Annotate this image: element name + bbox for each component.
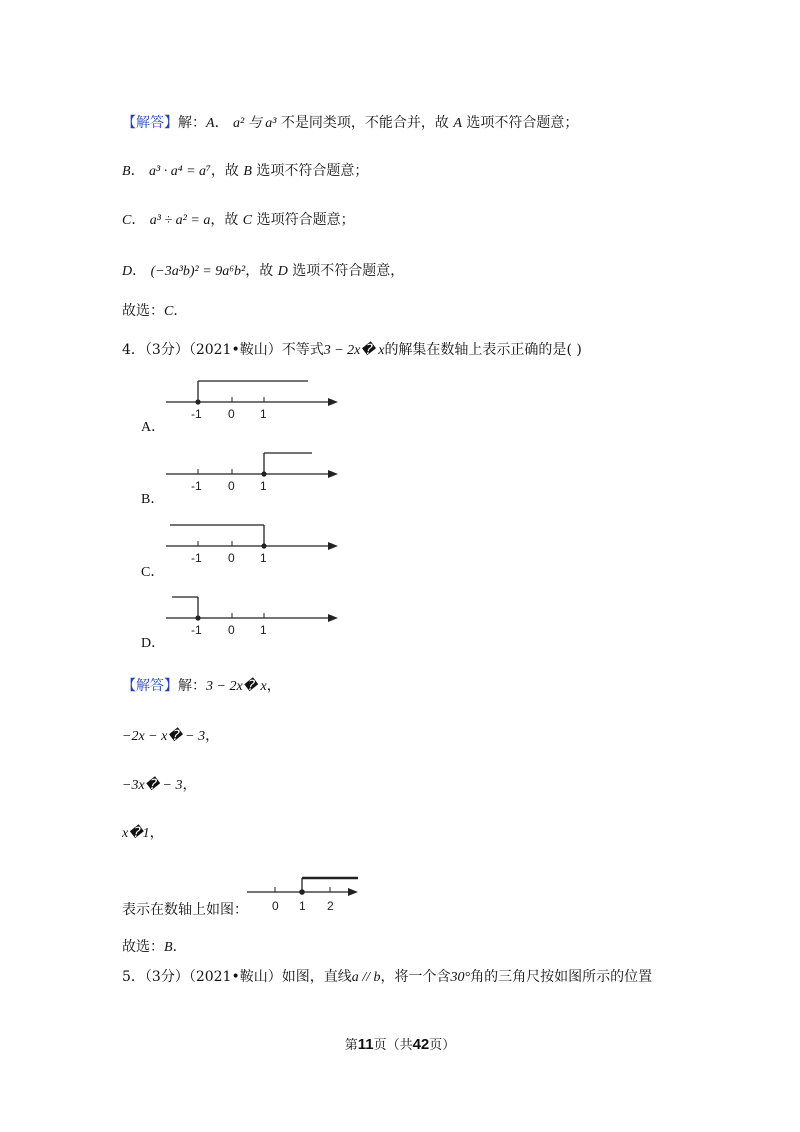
number-line-option-c — [160, 516, 350, 566]
answer-text: 选项不符合题意， — [287, 263, 405, 279]
q3-answer-b-line — [122, 161, 368, 182]
tick-label: 1 — [260, 623, 267, 637]
option-letter: A — [206, 116, 215, 131]
q4-step2 — [122, 726, 219, 747]
question-text: 4．（3分）（2021•鞍山）不等式 — [122, 342, 324, 358]
option-d-label: D． — [141, 636, 166, 651]
footer-text: 第 — [344, 1038, 358, 1053]
answer-text: ，故 — [210, 212, 243, 228]
tick-label: 1 — [260, 407, 267, 421]
tick-label: 0 — [272, 899, 279, 913]
footer-text: 页） — [429, 1038, 456, 1053]
q4-step4 — [122, 823, 164, 844]
tick-label: 0 — [228, 623, 235, 637]
separator: ， — [182, 777, 197, 793]
separator: ． — [172, 939, 187, 955]
q4-stem — [122, 340, 582, 361]
math-expression: 3 − 2x� x — [323, 343, 385, 358]
page-footer — [0, 1034, 800, 1053]
question-text: ，将一个含 — [380, 969, 451, 985]
math-expression: a³ · a⁴ = a⁷ — [149, 164, 211, 179]
answer-number-line — [244, 870, 369, 914]
option-letter: C — [122, 213, 132, 228]
q3-choice-line — [122, 301, 187, 322]
answer-text: 选项符合题意； — [252, 212, 355, 228]
answer-text: 表示在数轴上如图： — [122, 902, 248, 918]
jie-label: 解： — [178, 678, 206, 694]
answer-text: 选项不符合题意； — [461, 115, 579, 131]
option-c-label: C． — [141, 565, 165, 580]
tick-label: 2 — [327, 899, 334, 913]
math-expression: −2x − x� − 3 — [122, 729, 206, 744]
answer-blank: ( ) — [566, 342, 582, 358]
number-line-option-a — [160, 372, 350, 422]
choice-label: 故选： — [122, 939, 164, 955]
answer-text: ，故 — [245, 263, 278, 279]
option-a-label: A． — [141, 420, 166, 435]
answer-text: ，故 — [210, 163, 244, 179]
option-ref: C — [242, 213, 253, 228]
tick-label: 1 — [260, 551, 267, 565]
separator: ． — [131, 212, 146, 228]
choice-value: C — [164, 304, 174, 319]
math-expression: x�1 — [122, 826, 150, 841]
footer-text: 页（共 — [373, 1038, 413, 1053]
q5-stem — [122, 967, 652, 988]
page-number: 11 — [357, 1036, 374, 1053]
question-text: 的解集在数轴上表示正确的是 — [384, 342, 567, 358]
separator: ， — [205, 728, 220, 744]
answer-tag: 【解答】 — [122, 115, 178, 131]
math-expression: a³ ÷ a² = a — [149, 213, 211, 228]
tick-label: 1 — [260, 479, 267, 493]
number-line-option-d — [160, 588, 350, 638]
q4-step3 — [122, 775, 196, 796]
option-letter: B — [122, 164, 131, 179]
choice-label: 故选： — [122, 303, 164, 319]
tick-label: 0 — [228, 551, 235, 565]
q4-choice-line — [122, 937, 187, 958]
separator: ． — [130, 163, 145, 179]
tick-label: -1 — [191, 623, 202, 637]
q4-axis-text — [122, 900, 248, 920]
answer-text: 选项不符合题意； — [251, 163, 369, 179]
answer-text: 不是同类项，不能合并，故 — [276, 115, 454, 131]
question-text: 角的三角尺按如图所示的位置 — [470, 969, 653, 985]
separator: ． — [173, 303, 188, 319]
math-expression: −3x� − 3 — [122, 778, 183, 793]
tick-label: -1 — [191, 479, 202, 493]
question-text: 5．（3分）（2021•鞍山）如图，直线 — [122, 969, 352, 985]
tick-label: -1 — [191, 407, 202, 421]
number-line-option-b — [160, 444, 350, 494]
total-pages: 42 — [412, 1036, 430, 1053]
q3-answer-d-line — [122, 261, 404, 282]
math-expression: a // b — [351, 970, 381, 985]
tick-label: -1 — [191, 551, 202, 565]
math-expression: (−3a³b)² = 9a⁶b² — [150, 264, 246, 279]
tick-label: 0 — [228, 407, 235, 421]
answer-tag: 【解答】 — [122, 678, 178, 694]
option-ref: B — [243, 164, 252, 179]
option-letter: D — [122, 264, 133, 279]
separator: ， — [149, 825, 164, 841]
choice-value: B — [164, 940, 173, 955]
tick-label: 1 — [299, 899, 306, 913]
q3-answer-a-line — [122, 113, 578, 134]
math-expression: 3 − 2x� x — [206, 679, 267, 694]
jie-label: 解： — [178, 115, 206, 131]
tick-label: 0 — [228, 479, 235, 493]
math-expression: 30° — [450, 970, 471, 985]
separator: ． — [132, 263, 147, 279]
math-expression: a² 与 a³ — [233, 116, 277, 131]
separator: ， — [266, 678, 281, 694]
option-b-label: B． — [141, 492, 165, 507]
q3-answer-c-line — [122, 210, 355, 231]
q4-answer-line — [122, 676, 281, 697]
option-ref: D — [277, 264, 288, 279]
separator: ． — [214, 115, 229, 131]
option-ref: A — [453, 116, 462, 131]
